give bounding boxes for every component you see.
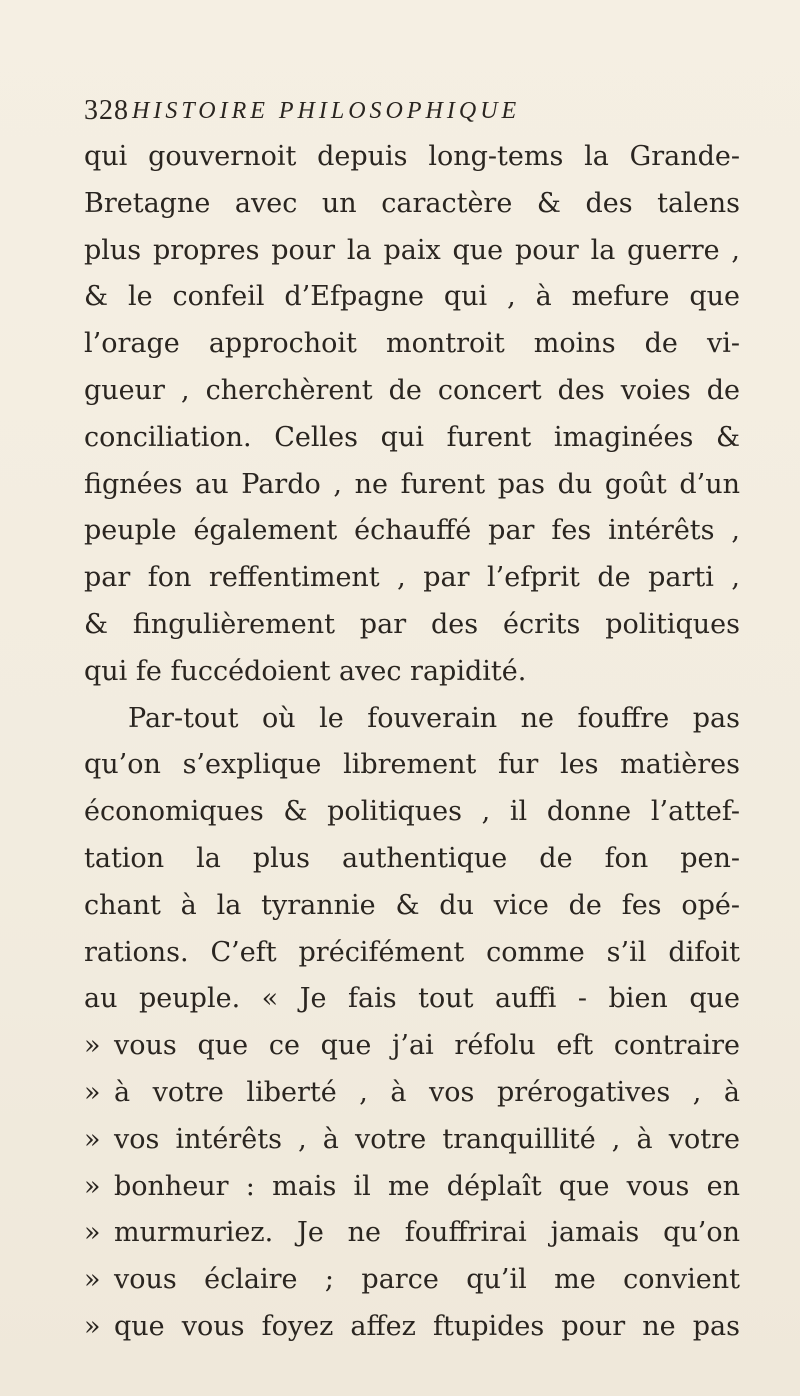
text-line: & fingulièrement par des écrits politiques (84, 608, 740, 640)
text-line: l’orage approchoit montroit moins de vi- (84, 328, 740, 360)
text-line: tation la plus authentique de fon pen- (84, 842, 740, 874)
quote-line (84, 1023, 740, 1070)
quote-mark: » (84, 1123, 101, 1155)
quote-line (84, 1070, 740, 1117)
quote-line (84, 1257, 740, 1304)
paragraph-1 (84, 134, 740, 696)
text-line: rations. C’eft précifément comme s’il difoit (84, 936, 740, 968)
quote-line (84, 1164, 740, 1211)
quote-mark: » (84, 1310, 101, 1342)
quote-mark: » (84, 1264, 101, 1296)
quote-text: vous que ce que j’ai réfolu eft contraire (114, 1030, 740, 1062)
quote-line (84, 1210, 740, 1257)
text-line: économiques & politiques , il donne l’attef- (84, 796, 740, 828)
quote-text: bonheur : mais il me déplaît que vous en (114, 1170, 740, 1202)
quote-line (84, 1117, 740, 1164)
text-line: qu’on s’explique librement fur les matières (84, 749, 740, 781)
text-block (84, 88, 740, 1351)
text-line: chant à la tyrannie & du vice de fes opé- (84, 889, 740, 921)
text-line: peuple également échauffé par fes intérêts , (84, 515, 740, 547)
text-line: qui fe fuccédoient avec rapidité. (84, 655, 527, 687)
text-line: conciliation. Celles qui furent imaginées & (84, 421, 740, 453)
text-line: au peuple. « Je fais tout auffi - bien que (84, 983, 740, 1015)
quote-line (84, 1304, 740, 1351)
quote-mark: » (84, 1030, 101, 1062)
quote-text: à votre liberté , à vos prérogatives , à (114, 1076, 740, 1108)
running-head (84, 88, 740, 134)
running-title: HISTOIRE PHILOSOPHIQUE (132, 98, 521, 124)
quote-text: vos intérêts , à votre tranquillité , à votre (114, 1123, 740, 1155)
quote-mark: » (84, 1217, 101, 1249)
quote-text: vous éclaire ; parce qu’il me convient (114, 1264, 740, 1296)
text-line: gueur , cherchèrent de concert des voies de (84, 374, 740, 406)
text-line: Bretagne avec un caractère & des talens (84, 187, 740, 219)
quote-text: murmuriez. Je ne fouffrirai jamais qu’on (114, 1217, 740, 1249)
quote-mark: » (84, 1170, 101, 1202)
text-line: plus propres pour la paix que pour la guerre , (84, 234, 740, 266)
text-line: Par-tout où le fouverain ne fouffre pas (128, 702, 740, 734)
quote-text: que vous foyez affez ftupides pour ne pas (114, 1310, 740, 1342)
paragraph-2 (84, 696, 740, 1351)
text-line: qui gouvernoit depuis long-tems la Grande- (84, 141, 740, 172)
text-line: par fon reffentiment , par l’efprit de parti , (84, 562, 740, 594)
text-line: fignées au Pardo , ne furent pas du goût d’un (84, 468, 740, 500)
page-number: 328 (84, 95, 129, 126)
text-line: & le confeil d’Efpagne qui , à mefure que (84, 281, 740, 313)
quote-mark: » (84, 1076, 101, 1108)
